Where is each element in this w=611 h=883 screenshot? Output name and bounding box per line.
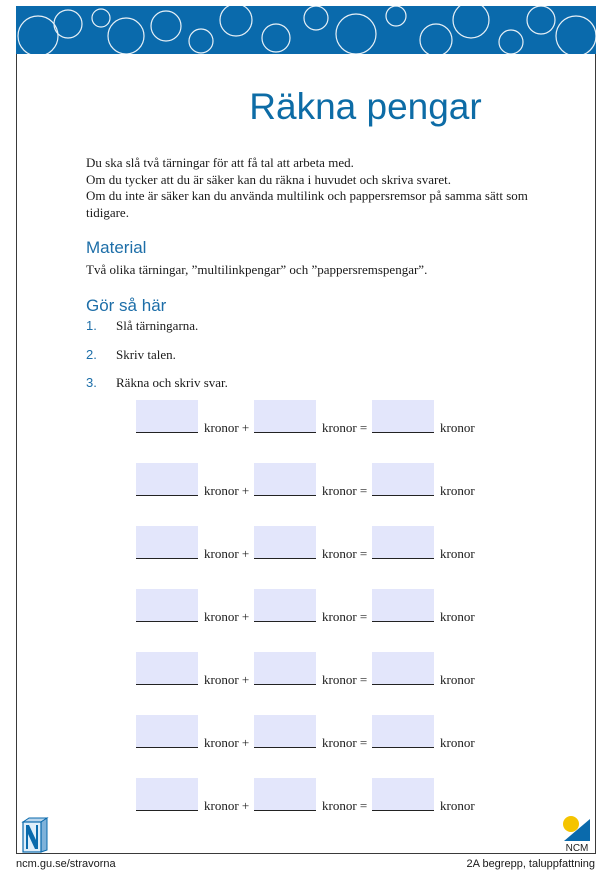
steps-heading: Gör så här	[86, 296, 167, 315]
amount-box-2[interactable]	[254, 715, 316, 748]
intro-line: Om du inte är säker kan du använda multilink och pappersremsor på samma sätt som	[86, 188, 528, 203]
answer-box[interactable]	[372, 715, 434, 748]
step-number: 2.	[86, 347, 97, 362]
label-kronor: kronor	[440, 483, 475, 498]
intro-line: Om du tycker att du är säker kan du räkna i huvudet och skriva svaret.	[86, 171, 451, 187]
step-number: 1.	[86, 318, 97, 333]
exercise-row	[136, 589, 496, 623]
label-kronor-plus: kronor +	[204, 483, 250, 498]
page-title: Räkna pengar	[249, 86, 482, 127]
ncm-logo-text: NCM	[565, 843, 589, 853]
step-item	[86, 375, 228, 391]
amount-box-2[interactable]	[254, 400, 316, 433]
bubble-decoration	[16, 6, 596, 54]
intro-line: tidigare.	[86, 204, 129, 220]
label-kronor-plus: kronor +	[204, 546, 250, 561]
material-heading: Material	[86, 238, 147, 257]
label-kronor-plus: kronor +	[204, 420, 250, 435]
label-kronor: kronor	[440, 798, 475, 813]
amount-box-2[interactable]	[254, 778, 316, 811]
answer-box[interactable]	[372, 400, 434, 433]
step-text: Slå tärningarna.	[116, 318, 199, 333]
label-kronor-equals: kronor =	[322, 609, 368, 624]
amount-box-2[interactable]	[254, 652, 316, 685]
footer-url: ncm.gu.se/stravorna	[16, 858, 116, 870]
answer-box[interactable]	[372, 652, 434, 685]
amount-box-1[interactable]	[136, 463, 198, 496]
ncm-n-logo-icon	[19, 816, 51, 854]
label-kronor: kronor	[440, 420, 475, 435]
footer-course: 2A begrepp, taluppfattning	[466, 858, 595, 870]
amount-box-2[interactable]	[254, 526, 316, 559]
amount-box-1[interactable]	[136, 526, 198, 559]
label-kronor-equals: kronor =	[322, 672, 368, 687]
step-text: Räkna och skriv svar.	[116, 375, 228, 390]
step-number: 3.	[86, 375, 97, 390]
answer-box[interactable]	[372, 463, 434, 496]
step-text: Skriv talen.	[116, 347, 176, 362]
material-text: Två olika tärningar, ”multilinkpengar” och ”pappersremspengar”.	[86, 262, 428, 277]
label-kronor: kronor	[440, 546, 475, 561]
step-item	[86, 347, 176, 363]
amount-box-1[interactable]	[136, 778, 198, 811]
label-kronor-equals: kronor =	[322, 798, 368, 813]
answer-box[interactable]	[372, 589, 434, 622]
intro-line: Du ska slå två tärningar för att få tal att arbeta med.	[86, 155, 354, 170]
amount-box-1[interactable]	[136, 589, 198, 622]
label-kronor-equals: kronor =	[322, 483, 368, 498]
intro-text	[86, 155, 556, 221]
amount-box-2[interactable]	[254, 589, 316, 622]
header-banner	[16, 6, 596, 54]
amount-box-1[interactable]	[136, 715, 198, 748]
amount-box-1[interactable]	[136, 652, 198, 685]
exercise-row	[136, 400, 496, 434]
label-kronor-plus: kronor +	[204, 798, 250, 813]
answer-box[interactable]	[372, 778, 434, 811]
label-kronor: kronor	[440, 735, 475, 750]
ncm-logo-icon	[560, 813, 596, 853]
label-kronor-plus: kronor +	[204, 735, 250, 750]
label-kronor-equals: kronor =	[322, 420, 368, 435]
amount-box-2[interactable]	[254, 463, 316, 496]
step-item	[86, 318, 198, 334]
exercise-row	[136, 463, 496, 497]
label-kronor: kronor	[440, 672, 475, 687]
exercise-row	[136, 778, 496, 812]
label-kronor: kronor	[440, 609, 475, 624]
answer-box[interactable]	[372, 526, 434, 559]
exercise-row	[136, 715, 496, 749]
label-kronor-equals: kronor =	[322, 546, 368, 561]
label-kronor-plus: kronor +	[204, 672, 250, 687]
exercise-row	[136, 526, 496, 560]
exercise-row	[136, 652, 496, 686]
label-kronor-plus: kronor +	[204, 609, 250, 624]
amount-box-1[interactable]	[136, 400, 198, 433]
label-kronor-equals: kronor =	[322, 735, 368, 750]
